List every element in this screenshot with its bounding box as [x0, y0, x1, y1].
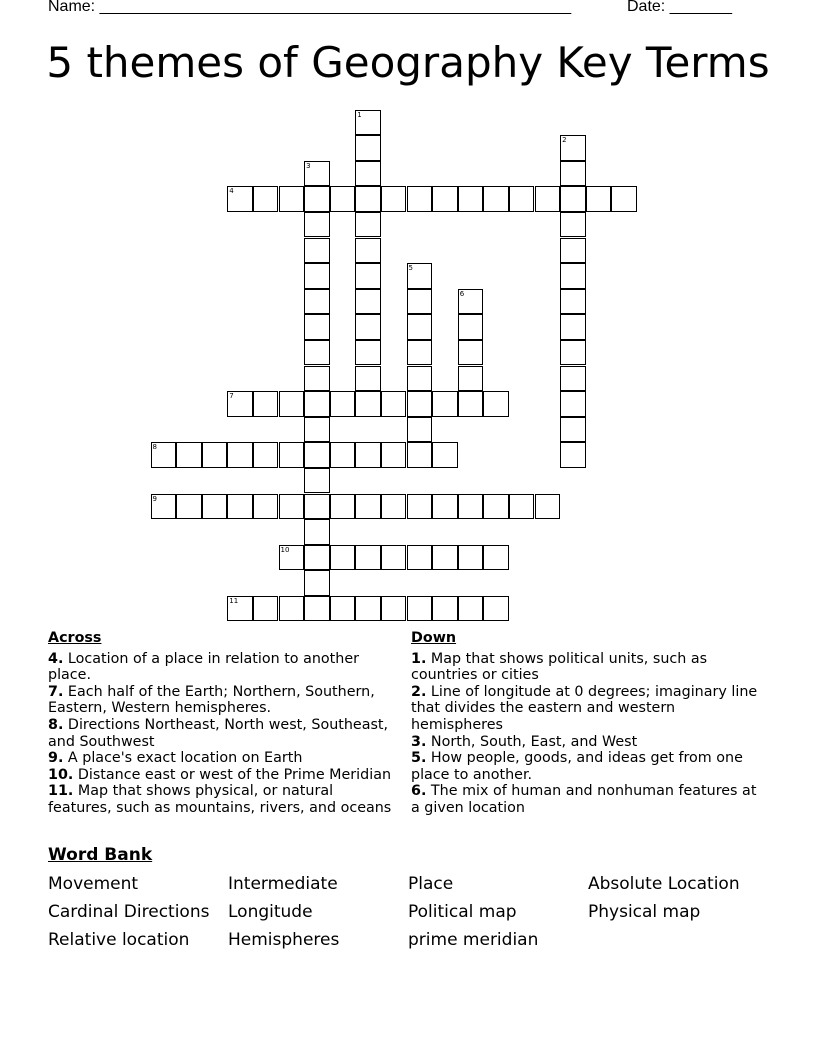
- clue-text: Map that shows physical, or natural features, such as mountains, rivers, and oceans: [48, 783, 392, 816]
- crossword-cell[interactable]: [253, 391, 279, 417]
- crossword-cell[interactable]: [381, 186, 407, 212]
- word-bank-term: Intermediate: [228, 874, 338, 894]
- down-clue: [411, 750, 761, 783]
- across-clue: [48, 684, 400, 717]
- clue-number: 5: [408, 264, 413, 273]
- crossword-cell[interactable]: [279, 596, 305, 622]
- crossword-cell[interactable]: [279, 391, 305, 417]
- crossword-cell[interactable]: [279, 545, 305, 571]
- crossword-cell[interactable]: [304, 391, 330, 417]
- crossword-cell[interactable]: [458, 596, 484, 622]
- clue-text: A place's exact location on Earth: [63, 750, 303, 767]
- crossword-cell[interactable]: [330, 391, 356, 417]
- across-clue: [48, 651, 400, 684]
- crossword-cell[interactable]: [304, 340, 330, 366]
- clue-number-label: 11.: [48, 783, 74, 800]
- clue-number: 9: [152, 494, 157, 503]
- crossword-cell[interactable]: [483, 545, 509, 571]
- crossword-cell[interactable]: [304, 442, 330, 468]
- word-bank-term: Absolute Location: [588, 874, 740, 894]
- crossword-cell[interactable]: [483, 186, 509, 212]
- down-clue: [411, 734, 761, 751]
- clue-number: 11: [229, 596, 239, 605]
- clue-number: 2: [562, 136, 567, 145]
- down-clue: [411, 783, 761, 816]
- crossword-cell[interactable]: [355, 391, 381, 417]
- word-bank-term: Political map: [408, 902, 517, 922]
- crossword-cell[interactable]: [330, 494, 356, 520]
- crossword-cell[interactable]: [458, 545, 484, 571]
- crossword-cell[interactable]: [560, 417, 586, 443]
- crossword-cell[interactable]: [458, 494, 484, 520]
- crossword-cell[interactable]: [560, 340, 586, 366]
- crossword-cell[interactable]: [560, 238, 586, 264]
- crossword-cell[interactable]: [381, 596, 407, 622]
- crossword-cell[interactable]: [560, 366, 586, 392]
- word-bank-term: Physical map: [588, 902, 701, 922]
- down-clues: [411, 630, 761, 817]
- across-clue: [48, 750, 400, 767]
- clue-text: How people, goods, and ideas get from one place to another.: [411, 750, 743, 783]
- crossword-cell[interactable]: [151, 494, 177, 520]
- crossword-cell[interactable]: [458, 314, 484, 340]
- clue-number-label: 9.: [48, 750, 64, 767]
- crossword-cell[interactable]: [355, 314, 381, 340]
- crossword-cell[interactable]: [202, 442, 228, 468]
- clue-number: 4: [229, 187, 234, 196]
- crossword-cell[interactable]: [330, 596, 356, 622]
- crossword-cell[interactable]: [432, 391, 458, 417]
- down-clue: [411, 651, 761, 684]
- crossword-cell[interactable]: [560, 314, 586, 340]
- crossword-cell[interactable]: [279, 442, 305, 468]
- across-clue: [48, 717, 400, 750]
- crossword-cell[interactable]: [253, 596, 279, 622]
- crossword-cell[interactable]: [381, 442, 407, 468]
- crossword-cell[interactable]: [355, 442, 381, 468]
- crossword-cell[interactable]: [253, 442, 279, 468]
- word-bank-term: Cardinal Directions: [48, 902, 210, 922]
- crossword-cell[interactable]: [483, 596, 509, 622]
- crossword-cell[interactable]: [355, 238, 381, 264]
- crossword-cell[interactable]: [227, 391, 253, 417]
- crossword-cell[interactable]: [304, 186, 330, 212]
- across-clue: [48, 783, 400, 816]
- crossword-cell[interactable]: [407, 545, 433, 571]
- crossword-cell[interactable]: [560, 263, 586, 289]
- crossword-cell[interactable]: [355, 263, 381, 289]
- crossword-cell[interactable]: [432, 545, 458, 571]
- clue-number: 3: [306, 161, 311, 170]
- clue-number-label: 5.: [411, 750, 427, 767]
- crossword-cell[interactable]: [381, 545, 407, 571]
- crossword-cell[interactable]: [151, 442, 177, 468]
- crossword-cell[interactable]: [279, 494, 305, 520]
- word-bank-term: prime meridian: [408, 930, 539, 950]
- crossword-cell[interactable]: [560, 135, 586, 161]
- crossword-cell[interactable]: [509, 494, 535, 520]
- across-clues: [48, 630, 400, 817]
- crossword-cell[interactable]: [432, 186, 458, 212]
- clue-number-label: 10.: [48, 766, 74, 783]
- crossword-cell[interactable]: [304, 263, 330, 289]
- crossword-cell[interactable]: [304, 212, 330, 238]
- word-bank-term: Place: [408, 874, 454, 894]
- clue-number-label: 3.: [411, 733, 427, 750]
- crossword-cell[interactable]: [407, 340, 433, 366]
- word-bank-heading: Word Bank: [48, 845, 153, 865]
- crossword-cell[interactable]: [330, 442, 356, 468]
- down-clue: [411, 684, 761, 734]
- crossword-cell[interactable]: [330, 545, 356, 571]
- crossword-cell[interactable]: [560, 391, 586, 417]
- crossword-cell[interactable]: [483, 391, 509, 417]
- crossword-cell[interactable]: [611, 186, 637, 212]
- crossword-cell[interactable]: [227, 596, 253, 622]
- clue-number-label: 2.: [411, 683, 427, 700]
- clue-number: 7: [229, 392, 234, 401]
- crossword-cell[interactable]: [355, 494, 381, 520]
- crossword-cell[interactable]: [407, 417, 433, 443]
- crossword-cell[interactable]: [535, 186, 561, 212]
- crossword-cell[interactable]: [407, 366, 433, 392]
- across-clue-list: [48, 651, 400, 817]
- crossword-cell[interactable]: [432, 494, 458, 520]
- clue-text: Location of a place in relation to another place.: [48, 650, 359, 684]
- crossword-cell[interactable]: [381, 494, 407, 520]
- crossword-cell[interactable]: [458, 340, 484, 366]
- crossword-cell[interactable]: [355, 366, 381, 392]
- word-bank-term: Movement: [48, 874, 139, 894]
- crossword-cell[interactable]: [560, 442, 586, 468]
- word-bank-term: Hemispheres: [228, 930, 340, 950]
- down-clue-list: [411, 651, 761, 817]
- crossword-cell[interactable]: [227, 186, 253, 212]
- crossword-cell[interactable]: [304, 519, 330, 545]
- clue-number-label: 4.: [48, 650, 64, 667]
- crossword-cell[interactable]: [458, 186, 484, 212]
- crossword-cell[interactable]: [279, 186, 305, 212]
- crossword-cell[interactable]: [560, 186, 586, 212]
- crossword-cell[interactable]: [330, 186, 356, 212]
- clue-number-label: 6.: [411, 783, 427, 800]
- crossword-cell[interactable]: [560, 161, 586, 187]
- crossword-cell[interactable]: [355, 340, 381, 366]
- clue-number: 8: [152, 443, 157, 452]
- clue-number-label: 8.: [48, 716, 64, 733]
- crossword-cell[interactable]: [304, 545, 330, 571]
- crossword-cell[interactable]: [355, 289, 381, 315]
- across-clue: [48, 767, 400, 784]
- crossword-cell[interactable]: [227, 494, 253, 520]
- crossword-cell[interactable]: [535, 494, 561, 520]
- crossword-cell[interactable]: [407, 289, 433, 315]
- crossword-cell[interactable]: [227, 442, 253, 468]
- crossword-cell[interactable]: [407, 494, 433, 520]
- crossword-cell[interactable]: [560, 289, 586, 315]
- clue-number: 6: [459, 289, 465, 298]
- crossword-cell[interactable]: [355, 545, 381, 571]
- clue-text: Each half of the Earth; Northern, Southern, Eastern, Western hemispheres.: [48, 683, 375, 717]
- clue-text: Line of longitude at 0 degrees; imaginary line that divides the eastern and western hemispheres: [411, 683, 758, 733]
- clue-number-label: 7.: [48, 683, 64, 700]
- crossword-cell[interactable]: [355, 212, 381, 238]
- crossword-cell[interactable]: [304, 238, 330, 264]
- crossword-cell[interactable]: [407, 442, 433, 468]
- crossword-cell[interactable]: [586, 186, 612, 212]
- crossword-cell[interactable]: [202, 494, 228, 520]
- crossword-cell[interactable]: [304, 417, 330, 443]
- clue-text: Distance east or west of the Prime Meridian: [73, 766, 392, 783]
- crossword-cell[interactable]: [304, 161, 330, 187]
- crossword-cell[interactable]: [560, 212, 586, 238]
- crossword-cell[interactable]: [304, 570, 330, 596]
- crossword-cell[interactable]: [355, 186, 381, 212]
- down-heading: Down: [411, 630, 457, 646]
- clue-number: 1: [357, 110, 362, 119]
- name-field-label: Name: _____________________________________________________: [48, 0, 572, 15]
- crossword-cell[interactable]: [407, 596, 433, 622]
- crossword-cell[interactable]: [355, 135, 381, 161]
- crossword-cell[interactable]: [304, 494, 330, 520]
- page-title: 5 themes of Geography Key Terms: [46, 38, 770, 87]
- word-bank-term: Longitude: [228, 902, 313, 922]
- crossword-cell[interactable]: [355, 161, 381, 187]
- crossword-cell[interactable]: [407, 314, 433, 340]
- crossword-cell[interactable]: [407, 391, 433, 417]
- clue-text: North, South, East, and West: [426, 733, 638, 750]
- crossword-cell[interactable]: [407, 186, 433, 212]
- crossword-cell[interactable]: [458, 391, 484, 417]
- date-field-label: Date: _______: [627, 0, 732, 15]
- clue-number: 10: [280, 545, 290, 554]
- across-heading: Across: [48, 630, 102, 646]
- crossword-cell[interactable]: [176, 442, 202, 468]
- crossword-cell[interactable]: [304, 596, 330, 622]
- crossword-cell[interactable]: [355, 596, 381, 622]
- crossword-cell[interactable]: [355, 110, 381, 136]
- clue-number-label: 1.: [411, 650, 427, 667]
- crossword-cell[interactable]: [458, 366, 484, 392]
- clue-text: Directions Northeast, North west, Southeast, and Southwest: [48, 716, 389, 750]
- crossword-cell[interactable]: [483, 494, 509, 520]
- crossword-cell[interactable]: [304, 366, 330, 392]
- crossword-cell[interactable]: [176, 494, 202, 520]
- crossword-cell[interactable]: [458, 289, 484, 315]
- crossword-cell[interactable]: [253, 186, 279, 212]
- clue-text: The mix of human and nonhuman features at a given location: [411, 783, 757, 816]
- crossword-cell[interactable]: [432, 596, 458, 622]
- word-bank-term: Relative location: [48, 930, 190, 950]
- crossword-cell[interactable]: [381, 391, 407, 417]
- crossword-cell[interactable]: [304, 468, 330, 494]
- clue-text: Map that shows political units, such as countries or cities: [411, 650, 708, 684]
- crossword-cell[interactable]: [304, 314, 330, 340]
- crossword-cell[interactable]: [509, 186, 535, 212]
- crossword-cell[interactable]: [407, 263, 433, 289]
- crossword-cell[interactable]: [253, 494, 279, 520]
- crossword-cell[interactable]: [304, 289, 330, 315]
- crossword-cell[interactable]: [432, 442, 458, 468]
